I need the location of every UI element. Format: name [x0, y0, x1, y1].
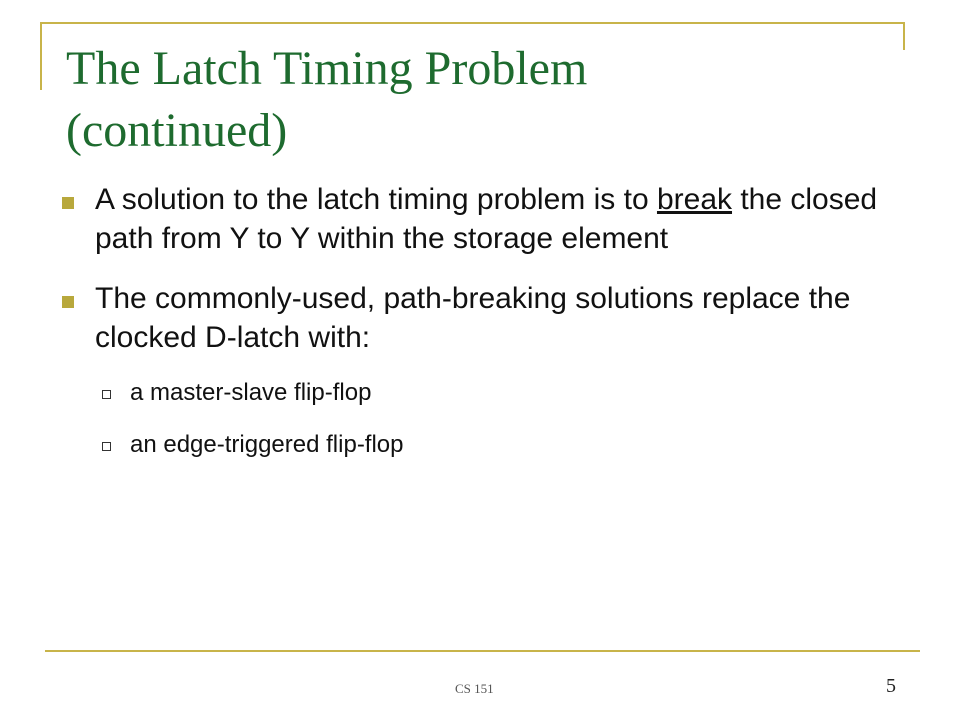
slide-title-line-2: (continued) — [66, 104, 288, 157]
frame-line-right — [903, 22, 905, 50]
slide-title — [66, 38, 886, 162]
slide-body — [60, 180, 880, 482]
sub-bullet-2-text: an edge-triggered flip-flop — [130, 431, 404, 458]
sub-bullet-item-1 — [60, 378, 880, 408]
hollow-square-bullet-icon — [102, 442, 111, 451]
bullet-1-text-start: A solution to the latch timing problem is to — [95, 183, 657, 216]
sub-bullet-1-text: a master-slave flip-flop — [130, 379, 372, 406]
bullet-item-1 — [60, 180, 880, 258]
bullet-2-text: The commonly-used, path-breaking solutions replace the clocked D-latch with: — [95, 282, 851, 354]
slide-title-line-1: The Latch Timing Problem — [66, 42, 588, 95]
footer-course-label: CS 151 — [455, 681, 494, 696]
frame-line-top — [40, 22, 905, 24]
square-bullet-icon — [62, 296, 74, 308]
frame-line-bottom — [45, 650, 920, 652]
bullet-1-underlined-word: break — [656, 183, 733, 216]
bullet-1-text-end: the closed path from Y to Y within the storage element — [95, 183, 878, 255]
page-number: 5 — [886, 675, 896, 697]
frame-line-left — [40, 22, 42, 90]
sub-bullet-item-2 — [60, 430, 880, 460]
square-bullet-icon — [62, 197, 74, 209]
hollow-square-bullet-icon — [102, 390, 111, 399]
bullet-item-2 — [60, 279, 880, 357]
